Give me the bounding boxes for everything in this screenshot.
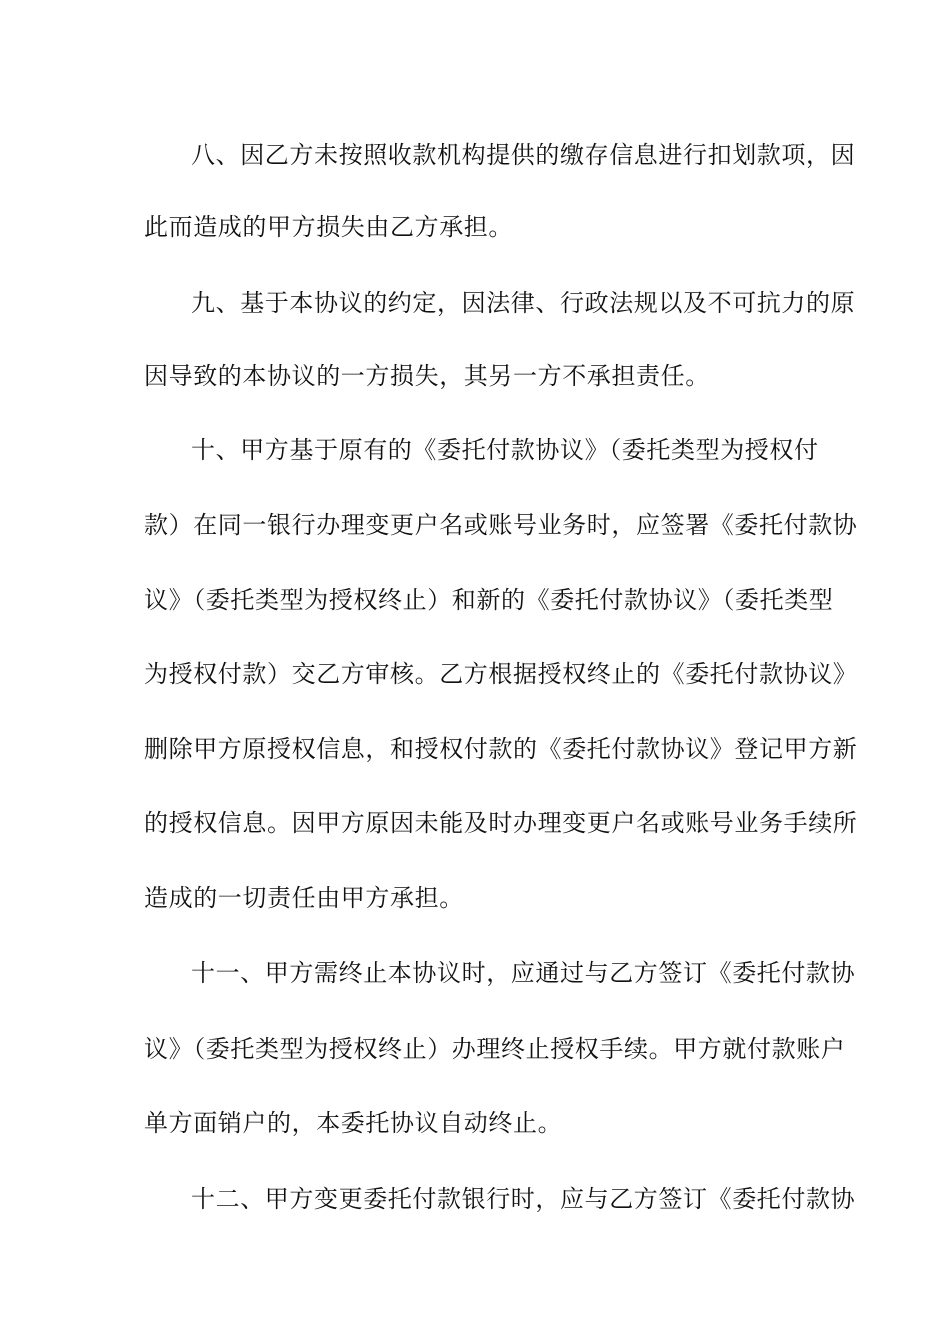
clause-10-line-6: 的授权信息。因甲方原因未能及时办理变更户名或账号业务手续所 bbox=[144, 809, 858, 837]
clause-10-line-1: 十、甲方基于原有的《委托付款协议》（委托类型为授权付 bbox=[191, 436, 819, 464]
clause-9-line-2: 因导致的本协议的一方损失，其另一方不承担责任。 bbox=[144, 362, 710, 390]
clause-10-line-7: 造成的一切责任由甲方承担。 bbox=[144, 884, 464, 912]
clause-9-line-1: 九、基于本协议的约定，因法律、行政法规以及不可抗力的原 bbox=[191, 289, 856, 317]
clause-8-line-2: 此而造成的甲方损失由乙方承担。 bbox=[144, 213, 513, 241]
clause-8-line-1: 八、因乙方未按照收款机构提供的缴存信息进行扣划款项，因 bbox=[191, 141, 856, 169]
clause-10-line-3: 议》（委托类型为授权终止）和新的《委托付款协议》（委托类型 bbox=[144, 586, 834, 614]
clause-11-line-2: 议》（委托类型为授权终止）办理终止授权手续。甲方就付款账户 bbox=[144, 1035, 846, 1063]
clause-10-line-5: 删除甲方原授权信息，和授权付款的《委托付款协议》登记甲方新 bbox=[144, 735, 858, 763]
clause-11-line-1: 十一、甲方需终止本协议时，应通过与乙方签订《委托付款协 bbox=[191, 959, 856, 987]
clause-10-line-4: 为授权付款）交乙方审核。乙方根据授权终止的《委托付款协议》 bbox=[144, 660, 858, 688]
clause-12-line-1: 十二、甲方变更委托付款银行时，应与乙方签订《委托付款协 bbox=[191, 1185, 856, 1213]
clause-10-line-2: 款）在同一银行办理变更户名或账号业务时，应签署《委托付款协 bbox=[144, 511, 858, 539]
clause-11-line-3: 单方面销户的，本委托协议自动终止。 bbox=[144, 1109, 563, 1137]
